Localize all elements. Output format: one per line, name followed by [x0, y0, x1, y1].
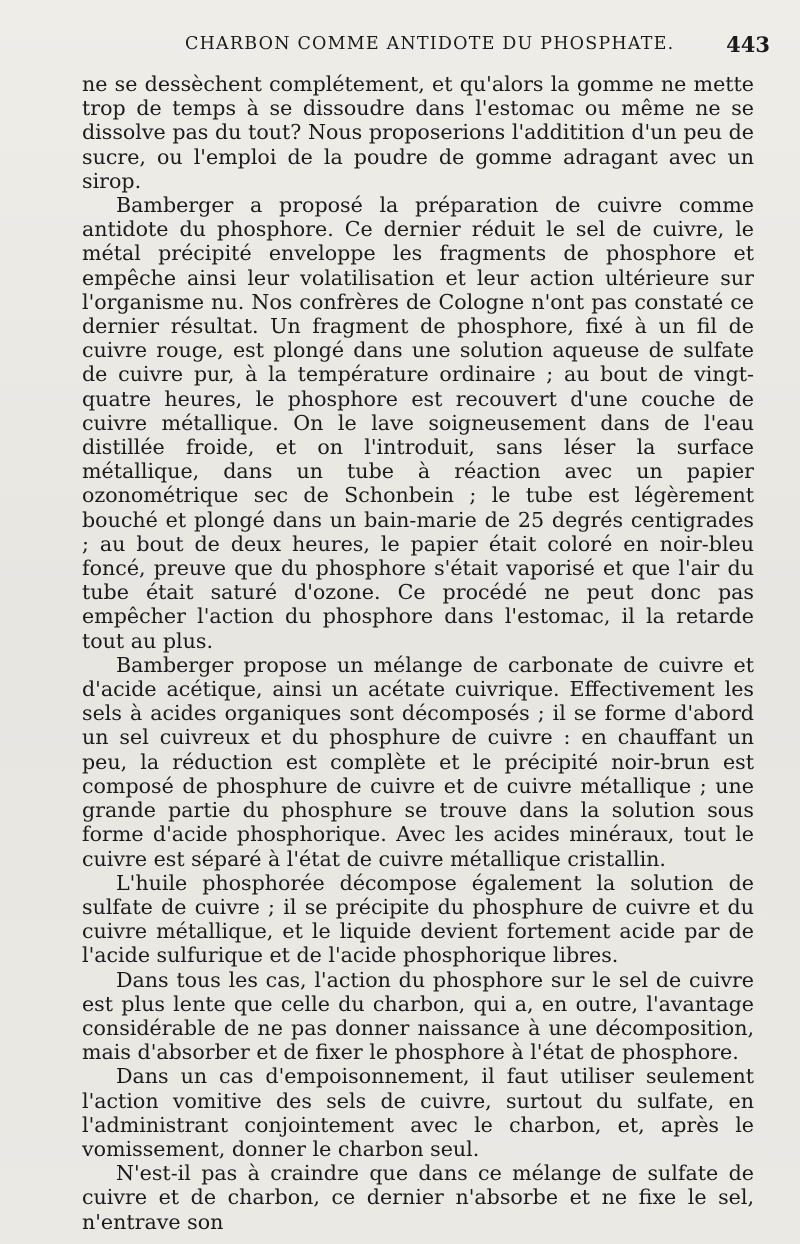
paragraph: N'est-il pas à craindre que dans ce mélange de sulfate de cuivre et de charbon, ce dernier n'absorbe et ne fixe le sel, n'entrave son	[82, 1161, 754, 1234]
page-number: 443	[726, 32, 770, 57]
paragraph: Dans tous les cas, l'action du phosphore sur le sel de cuivre est plus lente que celle du charbon, qui a, en outre, l'avantage considérable de ne pas donner naissance à une décomposition, mais d'absorber et de fixer le phosphore à l'état de phosphore.	[82, 967, 754, 1065]
paragraph: ne se dessèchent complétement, et qu'alors la gomme ne mette trop de temps à se dissoudre dans l'estomac ou même ne se dissolve pas du tout? Nous proposerions l'additition d'un peu de sucre, ou l'emploi de la poudre de gomme adragant avec un sirop.	[82, 72, 754, 193]
paragraph: Bamberger a proposé la préparation de cuivre comme antidote du phosphore. Ce dernier réduit le sel de cuivre, le métal précipité enveloppe les fragments de phosphore et empêche ainsi leur volatilisation et leur action ultérieure sur l'organisme nu. Nos confrères de Cologne n'ont pas constaté ce dernier résultat. Un fragment de phosphore, fixé à un fil de cuivre rouge, est plongé dans une solution aqueuse de sulfate de cuivre pur, à la température ordinaire ; au bout de vingt-quatre heures, le phosphore est recouvert d'une couche de cuivre métallique. On le lave soigneusement dans de l'eau distillée froide, et on l'introduit, sans léser la surface métallique, dans un tube à réaction avec un papier ozonométrique sec de Schonbein ; le tube est légèrement bouché et plongé dans un bain-marie de 25 degrés centigrades ; au bout de deux heures, le papier était coloré en noir-bleu foncé, preuve que du phosphore s'était vaporisé et que l'air du tube était saturé d'ozone. Ce procédé ne peut donc pas empêcher l'action du phosphore dans l'estomac, il la retarde tout au plus.	[82, 193, 754, 653]
paragraph: Bamberger propose un mélange de carbonate de cuivre et d'acide acétique, ainsi un acétate cuivrique. Effectivement les sels à acides organiques sont décomposés ; il se forme d'abord un sel cuivreux et du phosphure de cuivre : en chauffant un peu, la réduction est complète et le précipité noir-brun est composé de phosphure de cuivre et de cuivre métallique ; une grande partie du phosphure se trouve dans la solution sous forme d'acide phosphorique. Avec les acides minéraux, tout le cuivre est séparé à l'état de cuivre métallique cristallin.	[82, 652, 754, 871]
paragraph: Dans un cas d'empoisonnement, il faut utiliser seulement l'action vomitive des sels de cuivre, surtout du sulfate, en l'administrant conjointement avec le charbon, et, après le vomissement, donner le charbon seul.	[82, 1064, 754, 1161]
running-title: CHARBON COMME ANTIDOTE DU PHOSPHATE.	[185, 34, 675, 54]
page-header	[80, 30, 770, 64]
body-text	[82, 72, 754, 1234]
paragraph: L'huile phosphorée décompose également la solution de sulfate de cuivre ; il se précipite du phosphure de cuivre et du cuivre métallique, et le liquide devient fortement acide par de l'acide sulfurique et de l'acide phosphorique libres.	[82, 870, 754, 968]
